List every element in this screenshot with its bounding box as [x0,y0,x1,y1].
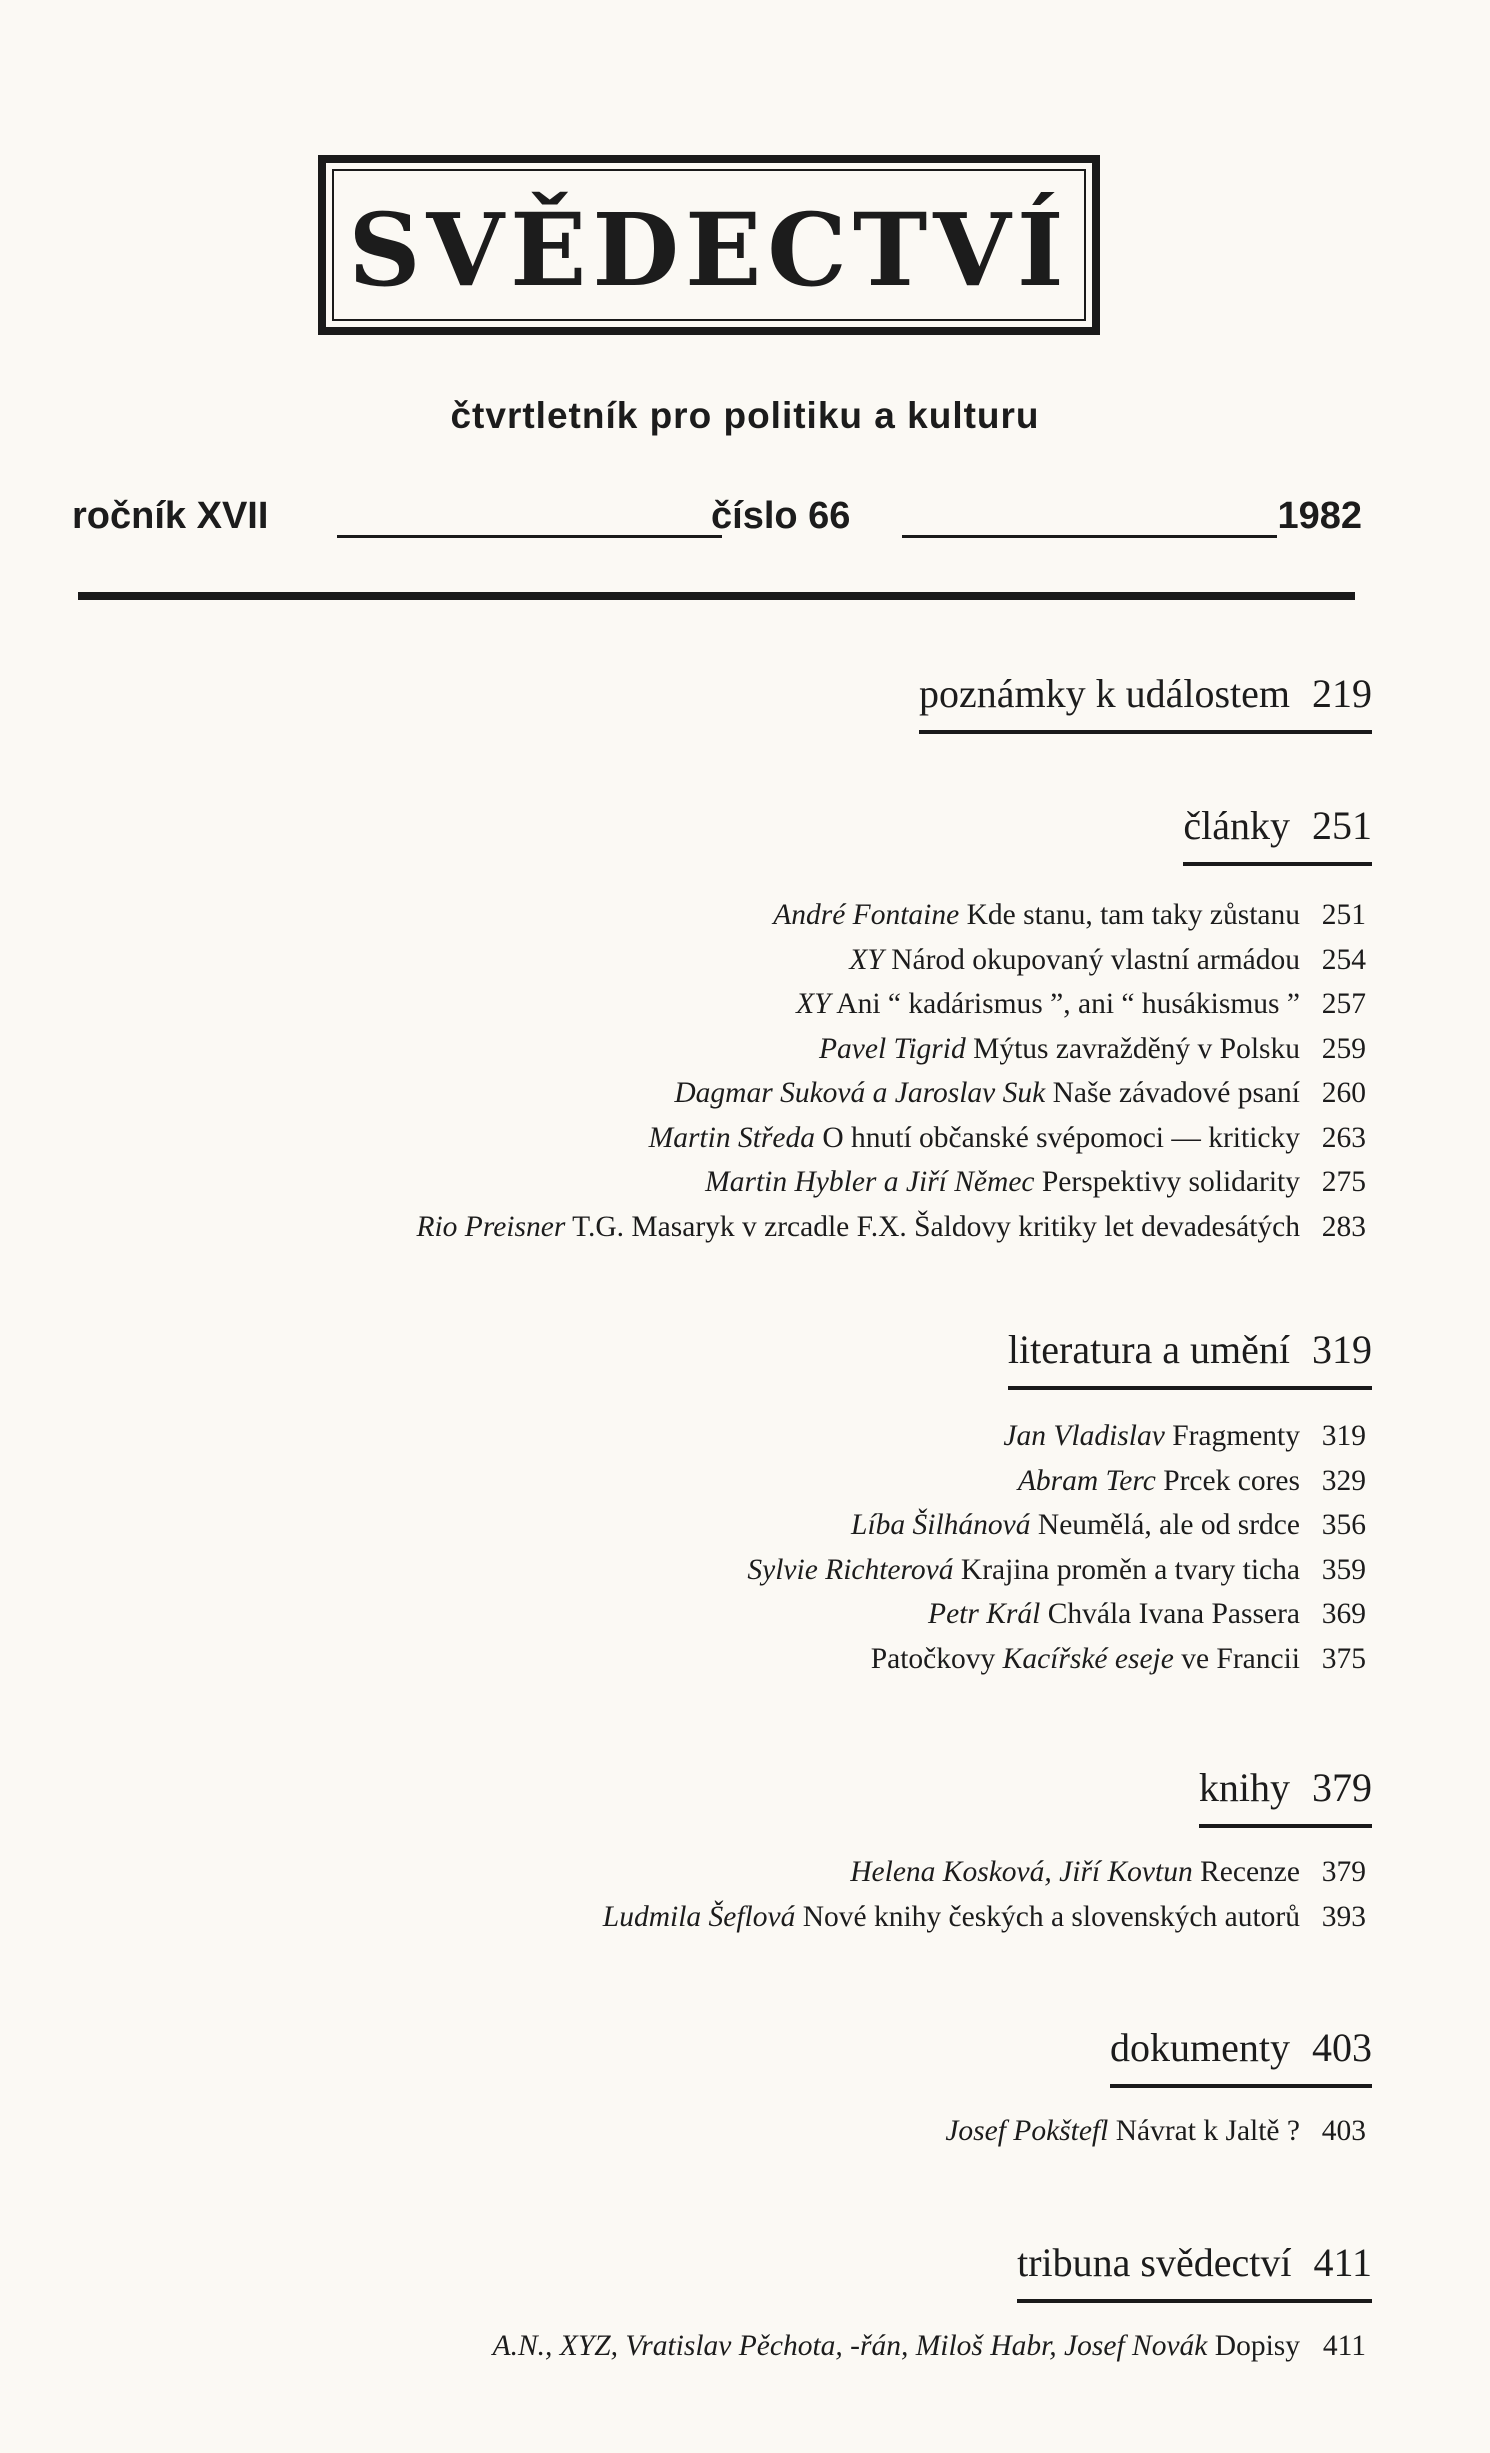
issue-year: 1982 [1277,495,1362,537]
section-heading [1110,2025,1372,2088]
entry-title: Kde stanu, tam taky zůstanu [966,899,1300,931]
toc-entry [416,982,1366,1027]
toc-entry [416,1205,1366,1250]
entry-page: 379 [1321,1856,1366,1888]
section-books [1198,1765,1372,1828]
literature-list [747,1414,1366,1681]
section-notes [918,671,1372,734]
masthead-box [318,155,1100,335]
section-heading [1183,803,1372,866]
entry-author: Helena Kosková, Jiří Kovtun [850,1856,1193,1888]
entry-page: 319 [1321,1420,1366,1452]
entry-author: André Fontaine [773,899,960,931]
issue-rule-left [337,535,722,538]
entry-title: Fragmenty [1172,1420,1300,1452]
entry-title: Recenze [1200,1856,1300,1888]
section-title: knihy [1198,1765,1290,1810]
toc-entry [747,1637,1366,1682]
entry-author: A.N., XYZ, Vratislav Pěchota, -řán, Miloš Habr, Josef Novák [492,2330,1208,2362]
entry-title: Dopisy [1214,2330,1300,2362]
entry-page: 393 [1321,1900,1366,1933]
section-literature [1007,1327,1372,1390]
articles-list [416,893,1366,1249]
entry-page: 263 [1321,1121,1366,1154]
entry-author: Rio Preisner [416,1210,566,1243]
entry-title: Naše závadové psaní [1052,1077,1300,1109]
section-page: 403 [1312,2025,1372,2070]
entry-page: 254 [1321,943,1366,976]
masthead-inner-frame [332,169,1086,321]
entry-page: 411 [1322,2330,1366,2362]
entry-page: 329 [1321,1464,1366,1497]
entry-title: Krajina proměn a tvary ticha [960,1553,1300,1586]
toc-entry [493,2324,1366,2369]
entry-author: Sylvie Richterová [747,1553,954,1586]
entry-author: Martin Hybler a Jiří Němec [705,1166,1035,1198]
entry-page: 283 [1321,1210,1366,1243]
entry-title: Perspektivy solidarity [1041,1166,1300,1198]
entry-title: Prcek cores [1163,1464,1300,1497]
section-title: poznámky k událostem [918,671,1290,716]
entry-title: Chvála Ivana Passera [1047,1598,1300,1630]
entry-page: 260 [1321,1077,1366,1109]
entry-author: Líba Šilhánová [851,1509,1031,1541]
issue-number: číslo 66 [711,495,851,537]
entry-title: Mýtus zavražděný v Polsku [973,1032,1300,1065]
toc-entry [416,1116,1366,1161]
journal-subtitle: čtvrtletník pro politiku a kulturu [450,395,1040,436]
section-heading [918,671,1372,734]
entry-page: 356 [1321,1509,1366,1541]
entry-page: 257 [1321,988,1366,1020]
entry-page: 251 [1321,899,1366,931]
entry-title: Návrat k Jaltě ? [1115,2115,1300,2147]
entry-author: Jan Vladislav [1003,1420,1165,1452]
entry-page: 275 [1321,1166,1366,1198]
section-articles [1183,803,1372,866]
entry-title: Nové knihy českých a slovenských autorů [802,1900,1300,1933]
section-title: články [1183,803,1290,848]
section-documents [1110,2025,1372,2088]
section-heading [1007,1327,1372,1390]
header-divider [78,592,1355,600]
toc-entry [603,1850,1366,1895]
toc-entry [945,2109,1366,2154]
tribune-list [493,2324,1366,2369]
books-list [603,1850,1366,1939]
entry-author: XY [849,943,884,976]
section-heading [1017,2240,1372,2303]
entry-page: 259 [1321,1032,1366,1065]
entry-title: Neumělá, ale od srdce [1037,1509,1300,1541]
volume-label: ročník XVII [72,495,269,537]
entry-title-italic: Kacířské eseje [1002,1642,1174,1675]
entry-page: 369 [1321,1598,1366,1630]
entry-title-suffix: ve Francii [1173,1642,1300,1675]
entry-author: Josef Pokštefl [945,2115,1109,2147]
section-tribune [1017,2240,1372,2303]
entry-author: Dagmar Suková a Jaroslav Suk [674,1077,1046,1109]
toc-entry [747,1548,1366,1593]
toc-entry [416,1071,1366,1116]
section-title: literatura a umění [1007,1327,1290,1372]
toc-entry [747,1503,1366,1548]
documents-list [945,2109,1366,2154]
toc-entry [416,1160,1366,1205]
section-page: 411 [1313,2240,1372,2285]
entry-page: 375 [1321,1642,1366,1675]
toc-entry [747,1414,1366,1459]
section-heading [1198,1765,1372,1828]
journal-title: SVĚDECTVÍ [348,191,1070,309]
entry-author: Martin Středa [648,1121,815,1154]
toc-entry [747,1592,1366,1637]
entry-title-prefix: Patočkovy [870,1642,1003,1675]
entry-author: Petr Král [928,1598,1041,1630]
entry-title: T.G. Masaryk v zrcadle F.X. Šaldovy kritiky let devadesátých [572,1210,1300,1243]
entry-author: Ludmila Šeflová [602,1900,796,1933]
section-title: dokumenty [1110,2025,1290,2070]
toc-entry [416,1027,1366,1072]
section-page: 379 [1312,1765,1372,1810]
toc-entry [603,1895,1366,1940]
entry-page: 403 [1321,2115,1366,2147]
section-page: 319 [1312,1327,1372,1372]
entry-title: O hnutí občanské svépomoci — kriticky [822,1121,1300,1154]
toc-entry [747,1459,1366,1504]
issue-rule-right [902,535,1277,538]
entry-author: Abram Terc [1017,1464,1156,1497]
toc-entry [416,938,1366,983]
section-page: 219 [1312,671,1372,716]
toc-entry [416,893,1366,938]
section-page: 251 [1312,803,1372,848]
entry-author: XY [796,988,831,1020]
entry-title: Ani “ kadárismus ”, ani “ husákismus ” [836,988,1300,1020]
section-title: tribuna svědectví [1017,2240,1292,2285]
entry-author: Pavel Tigrid [819,1032,966,1065]
entry-page: 359 [1321,1553,1366,1586]
entry-title: Národ okupovaný vlastní armádou [891,943,1300,976]
